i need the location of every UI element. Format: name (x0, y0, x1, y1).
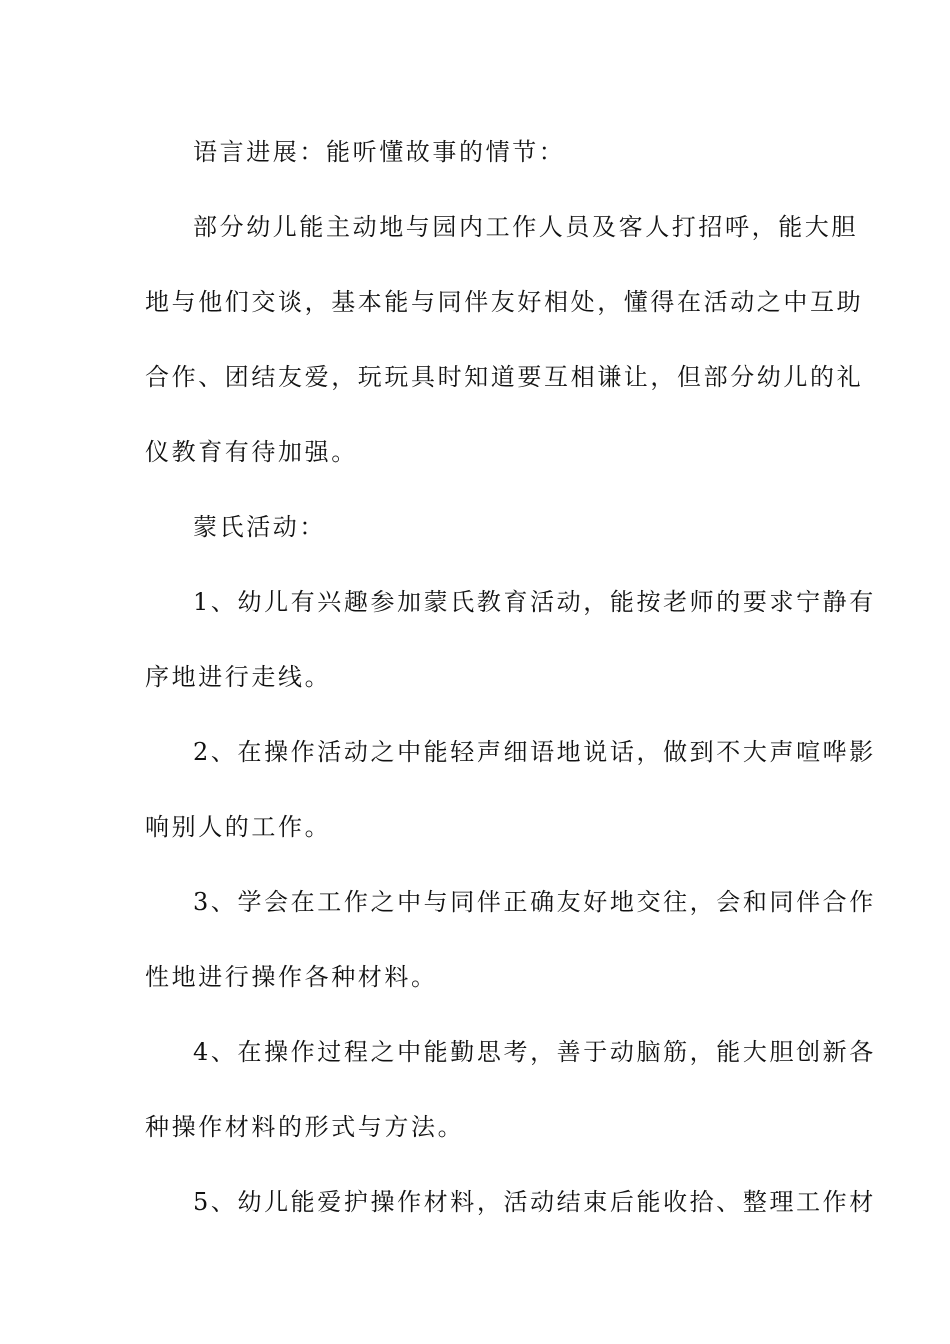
paragraph-line: 地与他们交谈，基本能与同伴友好相处，懂得在活动之中互助 (145, 288, 864, 316)
paragraph-heading-montessori: 蒙氏活动： (193, 513, 326, 541)
list-item-3: 3、学会在工作之中与同伴正确友好地交往，会和同伴合作 (193, 888, 876, 916)
paragraph-line: 仪教育有待加强。 (145, 438, 358, 466)
list-item-5: 5、幼儿能爱护操作材料，活动结束后能收拾、整理工作材 (193, 1188, 876, 1216)
paragraph-line: 合作、团结友爱，玩玩具时知道要互相谦让，但部分幼儿的礼 (145, 363, 864, 391)
list-item-1: 1、幼儿有兴趣参加蒙氏教育活动，能按老师的要求宁静有 (193, 588, 876, 616)
list-item-2: 2、在操作活动之中能轻声细语地说话，做到不大声喧哗影 (193, 738, 876, 766)
list-item-4: 4、在操作过程之中能勤思考，善于动脑筋，能大胆创新各 (193, 1038, 876, 1066)
list-item-4-cont: 种操作材料的形式与方法。 (145, 1113, 465, 1141)
list-item-2-cont: 响别人的工作。 (145, 813, 332, 841)
paragraph-heading-language: 语言进展：能听懂故事的情节： (193, 138, 566, 166)
list-item-3-cont: 性地进行操作各种材料。 (145, 963, 438, 991)
list-item-1-cont: 序地进行走线。 (145, 663, 332, 691)
paragraph-line: 部分幼儿能主动地与园内工作人员及客人打招呼，能大胆 (193, 213, 858, 241)
